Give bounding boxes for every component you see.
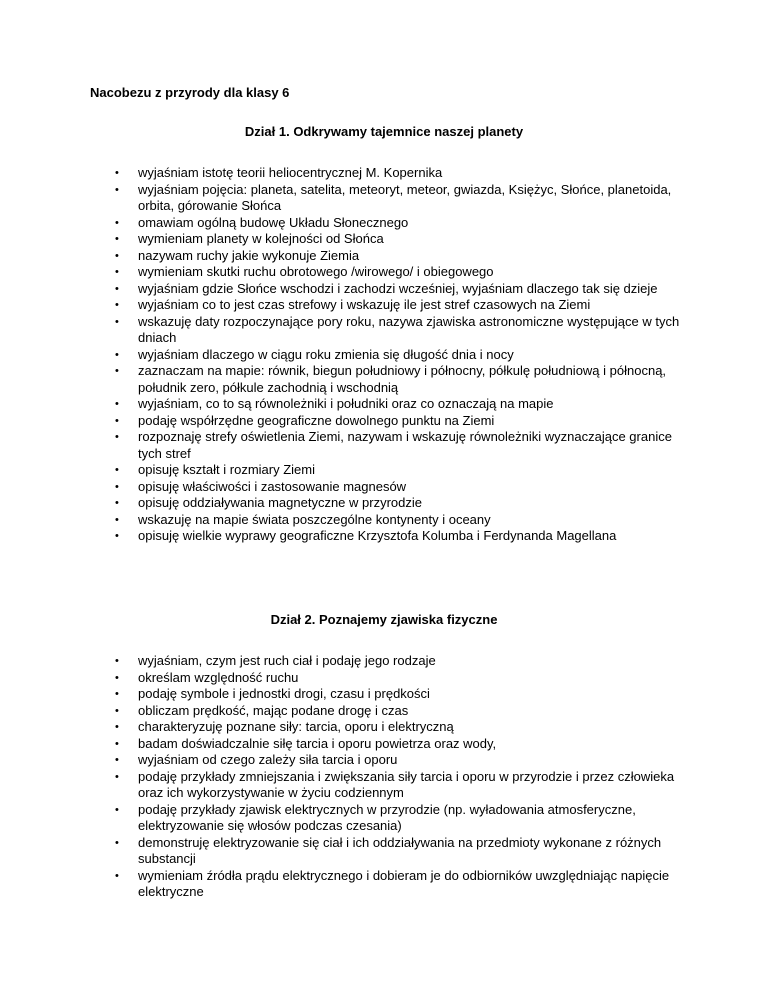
list-item-text: opisuję oddziaływania magnetyczne w przyrodzie [138, 495, 422, 510]
bullet-icon: • [115, 704, 119, 717]
list-item-text: demonstruję elektryzowanie się ciał i ich oddziaływania na przedmioty wykonane z różnych substancji [138, 834, 662, 866]
bullet-icon: • [115, 770, 119, 783]
bullet-icon: • [115, 480, 119, 493]
bullet-icon: • [115, 869, 119, 882]
list-item [115, 528, 683, 545]
list-item-text: opisuję właściwości i zastosowanie magnesów [138, 478, 407, 494]
bullet-icon: • [115, 497, 119, 509]
bullet-icon: • [115, 348, 119, 361]
bullet-icon: • [115, 513, 119, 526]
bullet-icon: • [115, 464, 119, 476]
list-item-text: określam względność ruchu [138, 669, 299, 685]
section-heading-1: Dział 1. Odkrywamy tajemnice naszej planety [244, 124, 524, 139]
list-item [115, 297, 683, 314]
bullet-icon: • [115, 655, 119, 667]
list-item-text: wymieniam planety w kolejności od Słońca [138, 231, 384, 246]
bullet-icon: • [115, 299, 119, 311]
bullet-icon: • [115, 688, 119, 700]
list-item [115, 752, 683, 769]
list-item-text: obliczam prędkość, mając podane drogę i czas [138, 702, 409, 718]
bullet-icon: • [115, 216, 119, 229]
list-item-text: wyjaśniam, czym jest ruch ciał i podaję jego rodzaje [138, 653, 436, 668]
list-item [115, 214, 683, 232]
bullet-icon: • [115, 398, 119, 410]
list-item-text: wymieniam skutki ruchu obrotowego /wirowego/ i obiegowego [138, 264, 494, 279]
bullet-icon: • [115, 365, 119, 377]
list-item-text: wskazuję daty rozpoczynające pory roku, nazywa zjawiska astronomiczne występujące w tych dniach [138, 313, 680, 345]
list-item [115, 429, 683, 462]
list-item-text: charakteryzuję poznane siły: tarcia, oporu i elektryczną [138, 719, 454, 734]
bullet-icon: • [115, 167, 119, 179]
list-item-text: podaję współrzędne geograficzne dowolnego punktu na Ziemi [138, 412, 495, 428]
list-item [115, 686, 683, 703]
bullet-icon: • [115, 836, 119, 849]
list-item-text: wyjaśniam dlaczego w ciągu roku zmienia się długość dnia i nocy [138, 346, 514, 362]
list-item [115, 801, 683, 835]
list-item [115, 165, 683, 182]
list-item [115, 412, 683, 430]
list-item-text: podaję symbole i jednostki drogi, czasu i prędkości [138, 686, 430, 701]
bullet-icon: • [115, 530, 119, 542]
section-heading-2: Dział 2. Poznajemy zjawiska fizyczne [270, 612, 498, 627]
list-item [115, 280, 683, 298]
section-1-list [115, 165, 683, 545]
list-item [115, 346, 683, 364]
bullet-icon: • [115, 266, 119, 278]
list-item [115, 867, 683, 901]
list-item-text: podaję przykłady zmniejszania i zwiększania siły tarcia i oporu w przyrodzie i przez człowieka oraz ich wykorzystywanie w życiu codziennym [138, 768, 675, 800]
bullet-icon: • [115, 249, 119, 262]
list-item-text: opisuję kształt i rozmiary Ziemi [138, 462, 315, 477]
bullet-icon: • [115, 754, 119, 766]
bullet-icon: • [115, 737, 119, 750]
section-2-list [115, 653, 683, 901]
list-item [115, 363, 683, 396]
bullet-icon: • [115, 721, 119, 733]
list-item [115, 231, 683, 248]
list-item [115, 264, 683, 281]
document-title: Nacobezu z przyrody dla klasy 6 [90, 85, 290, 100]
list-item [115, 669, 683, 687]
bullet-icon: • [115, 671, 119, 684]
bullet-icon: • [115, 414, 119, 427]
list-item [115, 735, 683, 753]
list-item [115, 478, 683, 496]
list-item [115, 495, 683, 512]
list-item [115, 768, 683, 802]
list-item-text: zaznaczam na mapie: równik, biegun południowy i północny, półkulę południową i północną, południk zero, półkule zachodnią i wschodnią [138, 363, 667, 395]
list-item-text: opisuję wielkie wyprawy geograficzne Krzysztofa Kolumba i Ferdynanda Magellana [138, 528, 617, 543]
list-item [115, 181, 683, 215]
bullet-icon: • [115, 803, 119, 816]
list-item [115, 834, 683, 868]
list-item-text: wyjaśniam pojęcia: planeta, satelita, meteoryt, meteor, gwiazda, Księżyc, Słońce, planetoida, orbita, górowanie Słońca [138, 181, 672, 213]
list-item-text: wymieniam źródła prądu elektrycznego i dobieram je do odbiorników uwzględniając napięcie elektryczne [138, 867, 670, 899]
list-item [115, 653, 683, 670]
list-item [115, 719, 683, 736]
bullet-icon: • [115, 233, 119, 245]
list-item-text: omawiam ogólną budowę Układu Słonecznego [138, 214, 409, 230]
bullet-icon: • [115, 183, 119, 196]
list-item-text: wyjaśniam co to jest czas strefowy i wskazuję ile jest stref czasowych na Ziemi [138, 297, 591, 312]
list-item-text: rozpoznaję strefy oświetlenia Ziemi, nazywam i wskazuję równoleżniki wyznaczające granice tych stref [138, 429, 672, 461]
list-item-text: podaję przykłady zjawisk elektrycznych w przyrodzie (np. wyładowania atmosferyczne, elektryzowanie się włosów podczas czesania) [138, 801, 636, 833]
list-item [115, 247, 683, 265]
bullet-icon: • [115, 315, 119, 328]
list-item [115, 313, 683, 347]
list-item-text: nazywam ruchy jakie wykonuje Ziemia [138, 247, 360, 263]
list-item-text: wyjaśniam, co to są równoleżniki i południki oraz co oznaczają na mapie [138, 396, 554, 411]
list-item-text: wyjaśniam od czego zależy siła tarcia i oporu [138, 752, 398, 767]
list-item [115, 462, 683, 479]
list-item-text: wskazuję na mapie świata poszczególne kontynenty i oceany [138, 511, 491, 527]
list-item [115, 396, 683, 413]
list-item-text: wyjaśniam gdzie Słońce wschodzi i zachodzi wcześniej, wyjaśniam dlaczego tak się dzieje [138, 280, 658, 296]
list-item-text: badam doświadczalnie siłę tarcia i oporu powietrza oraz wody, [138, 735, 497, 751]
list-item [115, 702, 683, 720]
bullet-icon: • [115, 282, 119, 295]
list-item [115, 511, 683, 529]
list-item-text: wyjaśniam istotę teorii heliocentrycznej M. Kopernika [138, 165, 443, 180]
bullet-icon: • [115, 431, 119, 443]
